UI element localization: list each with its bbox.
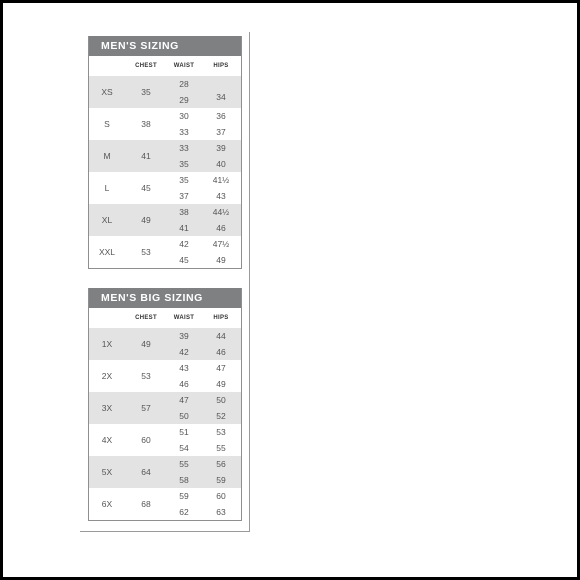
table-row xyxy=(89,392,241,424)
chest-cell: 68 xyxy=(141,499,151,509)
waist-value: 58 xyxy=(179,475,189,485)
chest-cell: 64 xyxy=(141,467,151,477)
size-cell: 4X xyxy=(101,435,113,445)
waist-cell xyxy=(167,360,201,392)
hips-value: 39 xyxy=(216,143,226,153)
column-header-chest: CHEST xyxy=(135,63,157,69)
size-cell: XXL xyxy=(98,247,116,257)
chest-cell: 49 xyxy=(141,215,151,225)
waist-cell xyxy=(167,172,201,204)
hips-cell xyxy=(201,236,241,268)
hips-value: 63 xyxy=(216,507,226,517)
divider-vertical xyxy=(249,32,250,532)
table-row xyxy=(89,140,241,172)
hips-value: 50 xyxy=(216,395,226,405)
table-row xyxy=(89,76,241,108)
hips-value: 46 xyxy=(216,347,226,357)
table-row xyxy=(89,236,241,268)
hips-value: 49 xyxy=(216,255,226,265)
divider-horizontal xyxy=(80,531,250,532)
waist-cell xyxy=(167,236,201,268)
table-title: MEN'S BIG SIZING xyxy=(89,288,241,308)
chest-cell: 38 xyxy=(141,119,151,129)
chest-cell: 41 xyxy=(141,151,151,161)
waist-value: 33 xyxy=(179,143,189,153)
waist-cell xyxy=(167,328,201,360)
waist-cell xyxy=(167,488,201,520)
waist-value: 54 xyxy=(179,443,189,453)
hips-cell xyxy=(201,172,241,204)
waist-value: 28 xyxy=(179,79,189,89)
waist-cell xyxy=(167,204,201,236)
size-cell: 6X xyxy=(101,499,113,509)
size-cell: S xyxy=(104,119,110,129)
hips-cell xyxy=(201,424,241,456)
hips-cell xyxy=(201,140,241,172)
hips-value: 52 xyxy=(216,411,226,421)
hips-cell xyxy=(201,360,241,392)
hips-value: 40 xyxy=(216,159,226,169)
waist-value: 38 xyxy=(179,207,189,217)
chest-cell: 35 xyxy=(141,87,151,97)
column-header-hips: HIPS xyxy=(213,315,229,321)
size-cell: XL xyxy=(101,215,113,225)
size-cell: 5X xyxy=(101,467,113,477)
hips-cell xyxy=(201,392,241,424)
waist-value: 45 xyxy=(179,255,189,265)
chest-cell: 53 xyxy=(141,371,151,381)
waist-cell xyxy=(167,424,201,456)
waist-value: 51 xyxy=(179,427,189,437)
hips-value: 60 xyxy=(216,491,226,501)
hips-value: 36 xyxy=(216,111,226,121)
column-header-hips: HIPS xyxy=(213,63,229,69)
table-row xyxy=(89,108,241,140)
hips-value: 41½ xyxy=(212,175,230,185)
hips-value: 43 xyxy=(216,191,226,201)
hips-cell xyxy=(201,204,241,236)
chest-cell: 45 xyxy=(141,183,151,193)
waist-value: 30 xyxy=(179,111,189,121)
waist-value: 46 xyxy=(179,379,189,389)
table-row xyxy=(89,488,241,520)
table-row xyxy=(89,360,241,392)
mens-big-sizing-table xyxy=(88,288,242,521)
mens-sizing-table xyxy=(88,36,242,269)
waist-value: 33 xyxy=(179,127,189,137)
hips-cell xyxy=(201,456,241,488)
waist-cell xyxy=(167,108,201,140)
hips-value: 47 xyxy=(216,363,226,373)
waist-cell xyxy=(167,76,201,108)
waist-value: 47 xyxy=(179,395,189,405)
hips-value: 47½ xyxy=(212,239,230,249)
column-header-waist: WAIST xyxy=(173,315,195,321)
column-header-chest: CHEST xyxy=(135,315,157,321)
waist-cell xyxy=(167,456,201,488)
waist-value: 59 xyxy=(179,491,189,501)
table-row xyxy=(89,424,241,456)
waist-value: 41 xyxy=(179,223,189,233)
size-cell: 3X xyxy=(101,403,113,413)
waist-value: 35 xyxy=(179,175,189,185)
hips-cell xyxy=(201,108,241,140)
chest-cell: 57 xyxy=(141,403,151,413)
hips-value: 49 xyxy=(216,379,226,389)
column-headers xyxy=(89,308,241,328)
waist-value: 39 xyxy=(179,331,189,341)
waist-value: 29 xyxy=(179,95,189,105)
hips-value: 44 xyxy=(216,331,226,341)
size-cell: L xyxy=(104,183,110,193)
size-cell: XS xyxy=(101,87,113,97)
waist-value: 42 xyxy=(179,239,189,249)
waist-value: 37 xyxy=(179,191,189,201)
chest-cell: 49 xyxy=(141,339,151,349)
hips-value: 34 xyxy=(216,92,226,102)
hips-value: 55 xyxy=(216,443,226,453)
waist-value: 35 xyxy=(179,159,189,169)
hips-cell xyxy=(201,488,241,520)
hips-value: 44½ xyxy=(212,207,230,217)
size-cell: 1X xyxy=(101,339,113,349)
hips-cell xyxy=(201,76,241,108)
hips-value: 59 xyxy=(216,475,226,485)
chest-cell: 60 xyxy=(141,435,151,445)
chest-cell: 53 xyxy=(141,247,151,257)
hips-value: 37 xyxy=(216,127,226,137)
column-headers xyxy=(89,56,241,76)
table-row xyxy=(89,328,241,360)
column-header-waist: WAIST xyxy=(173,63,195,69)
table-row xyxy=(89,204,241,236)
waist-value: 43 xyxy=(179,363,189,373)
size-cell: M xyxy=(103,151,111,161)
size-cell: 2X xyxy=(101,371,113,381)
hips-value: 53 xyxy=(216,427,226,437)
table-row xyxy=(89,456,241,488)
hips-value: 56 xyxy=(216,459,226,469)
waist-value: 42 xyxy=(179,347,189,357)
table-row xyxy=(89,172,241,204)
hips-cell xyxy=(201,328,241,360)
page xyxy=(3,3,577,577)
waist-cell xyxy=(167,140,201,172)
waist-cell xyxy=(167,392,201,424)
waist-value: 50 xyxy=(179,411,189,421)
hips-value: 46 xyxy=(216,223,226,233)
waist-value: 62 xyxy=(179,507,189,517)
waist-value: 55 xyxy=(179,459,189,469)
table-title: MEN'S SIZING xyxy=(89,36,241,56)
